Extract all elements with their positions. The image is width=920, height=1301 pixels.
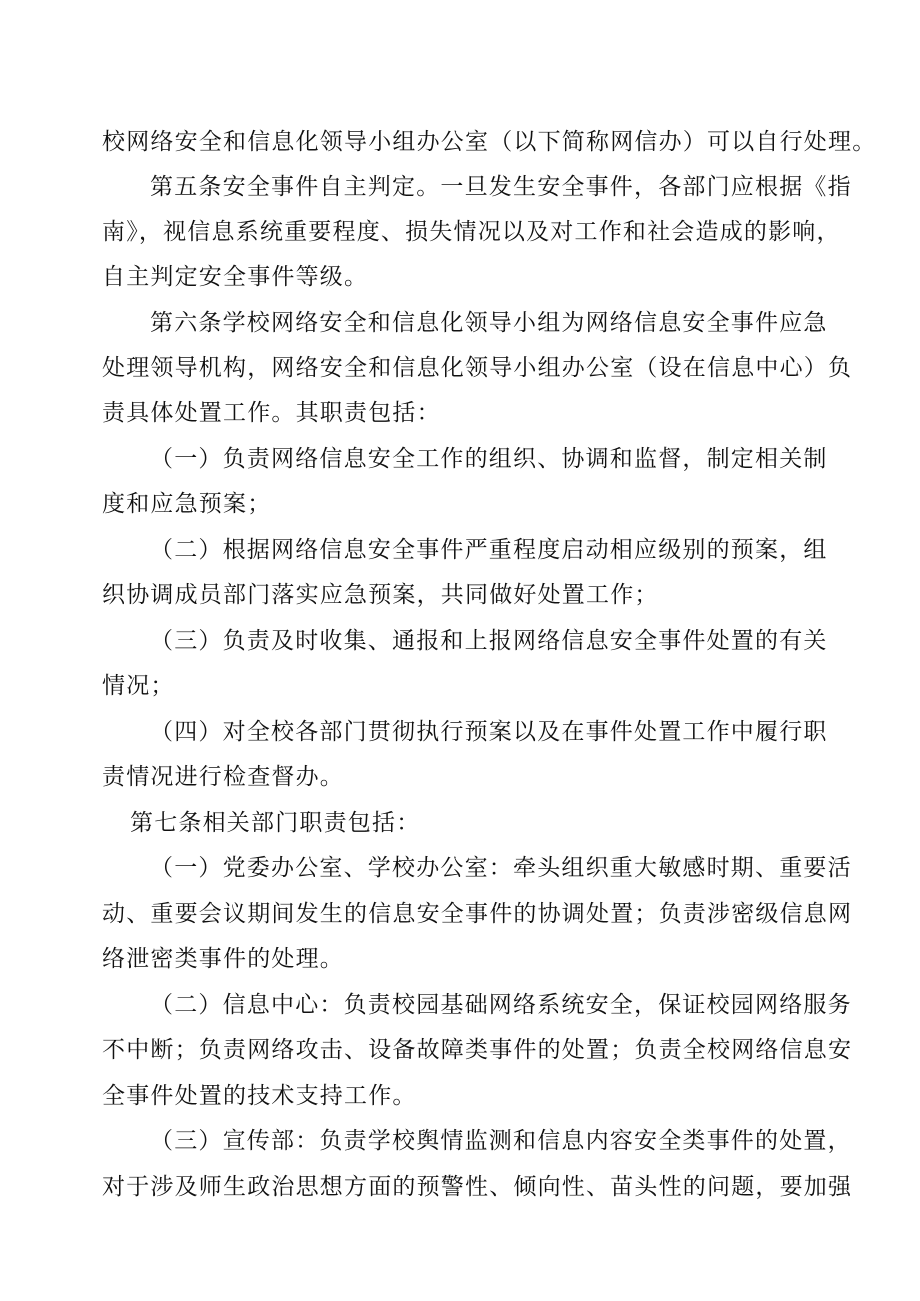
text-line: （一）党委办公室、学校办公室：牵头组织重大敏感时期、重要活 bbox=[150, 855, 852, 881]
text-line: （二）根据网络信息安全事件严重程度启动相应级别的预案，组 bbox=[150, 537, 828, 563]
text-line: 织协调成员部门落实应急预案，共同做好处置工作； bbox=[102, 582, 659, 608]
text-line: （四）对全校各部门贯彻执行预案以及在事件处置工作中履行职 bbox=[150, 719, 828, 745]
text-line: （三）宣传部：负责学校舆情监测和信息内容安全类事件的处置， bbox=[150, 1128, 852, 1154]
text-line: 不中断；负责网络攻击、设备故障类事件的处置；负责全校网络信息安 bbox=[102, 1037, 853, 1063]
text-line: 第六条学校网络安全和信息化领导小组为网络信息安全事件应急 bbox=[150, 310, 828, 336]
text-line: （一）负责网络信息安全工作的组织、协调和监督，制定相关制 bbox=[150, 446, 828, 472]
text-line: 度和应急预案； bbox=[102, 491, 272, 517]
text-line: 南》，视信息系统重要程度、损失情况以及对工作和社会造成的影响， bbox=[102, 219, 841, 245]
text-line: 处理领导机构，网络安全和信息化领导小组办公室（设在信息中心）负 bbox=[102, 355, 853, 381]
text-line: 责具体处置工作。其职责包括： bbox=[102, 400, 441, 426]
text-line: 全事件处置的技术支持工作。 bbox=[102, 1083, 417, 1109]
text-line: （三）负责及时收集、通报和上报网络信息安全事件处置的有关 bbox=[150, 628, 828, 654]
text-line: 第七条相关部门职责包括： bbox=[130, 810, 421, 836]
text-line: 责情况进行检查督办。 bbox=[102, 764, 344, 790]
text-line: 第五条安全事件自主判定。一旦发生安全事件，各部门应根据《指 bbox=[150, 174, 852, 200]
text-line: 对于涉及师生政治思想方面的预警性、倾向性、苗头性的问题，要加强 bbox=[102, 1174, 853, 1200]
text-line: 情况； bbox=[102, 673, 175, 699]
text-line: 动、重要会议期间发生的信息安全事件的协调处置；负责涉密级信息网 bbox=[102, 901, 853, 927]
text-line: 络泄密类事件的处理。 bbox=[102, 946, 344, 972]
text-line: （二）信息中心：负责校园基础网络系统安全，保证校园网络服务 bbox=[150, 992, 852, 1018]
text-line: 校网络安全和信息化领导小组办公室（以下简称网信办）可以自行处理。 bbox=[102, 129, 877, 155]
text-line: 自主判定安全事件等级。 bbox=[102, 264, 369, 290]
